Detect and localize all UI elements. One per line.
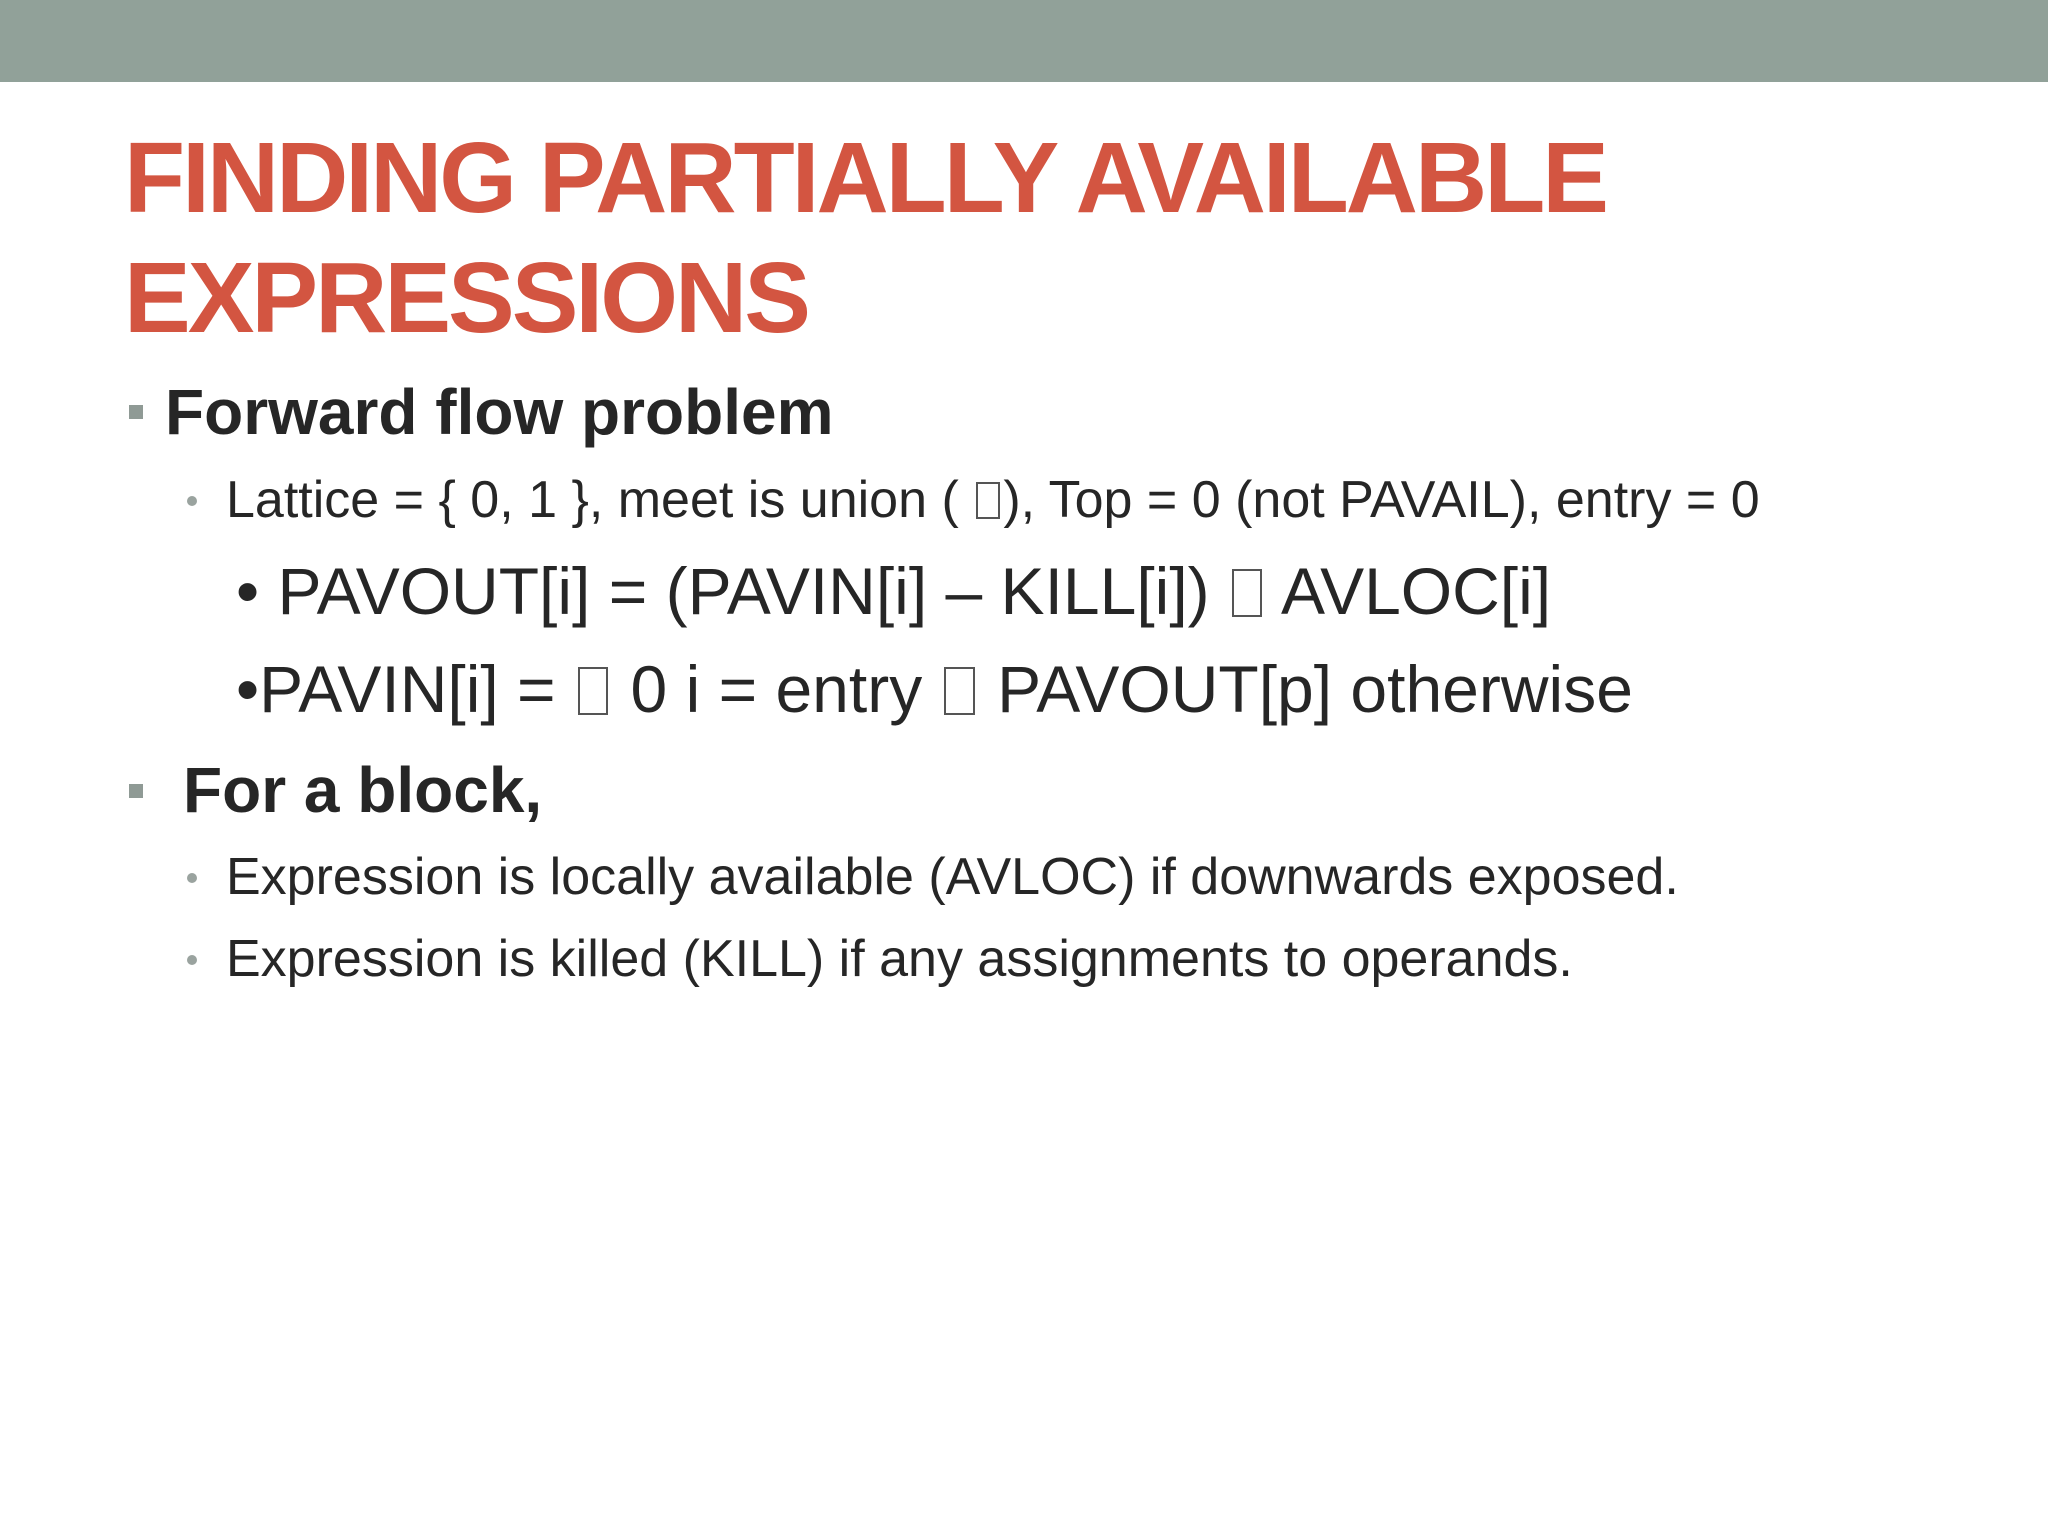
dot-bullet-icon (187, 873, 197, 883)
top-accent-bar (0, 0, 2048, 82)
missing-glyph-icon (944, 667, 974, 715)
sub-bullet-lattice (226, 470, 1760, 530)
square-bullet-icon (129, 784, 143, 798)
missing-glyph-icon (578, 667, 608, 715)
equation-pavout (236, 553, 1551, 629)
lattice-text-b: ), Top = 0 (not PAVAIL), entry = 0 (1003, 471, 1760, 529)
equation-pavin-text-b: 0 i = entry (612, 652, 941, 726)
square-bullet-icon (129, 405, 143, 419)
slide-title-line-1: FINDING PARTIALLY AVAILABLE (124, 122, 1606, 234)
equation-pavin-prefix: • (236, 652, 260, 726)
bullet-forward-flow-problem: Forward flow problem (165, 376, 834, 448)
equation-pavout-text-b: AVLOC[i] (1266, 554, 1552, 628)
bullet-for-a-block: For a block, (183, 754, 543, 826)
missing-glyph-icon (1232, 569, 1262, 617)
slide-title-line-2: EXPRESSIONS (124, 242, 808, 354)
sub-bullet-kill: Expression is killed (KILL) if any assignments to operands. (226, 930, 1573, 988)
equation-pavin-text-c: PAVOUT[p] otherwise (978, 652, 1633, 726)
slide-title (124, 118, 2004, 358)
equation-pavin (236, 651, 1633, 727)
missing-glyph-icon (976, 482, 1000, 519)
dot-bullet-icon (187, 496, 197, 506)
equation-pavout-prefix: • (236, 554, 278, 628)
equation-pavin-text-a: PAVIN[i] = (259, 652, 574, 726)
equation-pavout-text-a: PAVOUT[i] = (PAVIN[i] – KILL[i]) (277, 554, 1228, 628)
sub-bullet-avloc: Expression is locally available (AVLOC) if downwards exposed. (226, 848, 1679, 906)
lattice-text-a: Lattice = { 0, 1 }, meet is union ( (226, 471, 974, 529)
dot-bullet-icon (187, 955, 197, 965)
